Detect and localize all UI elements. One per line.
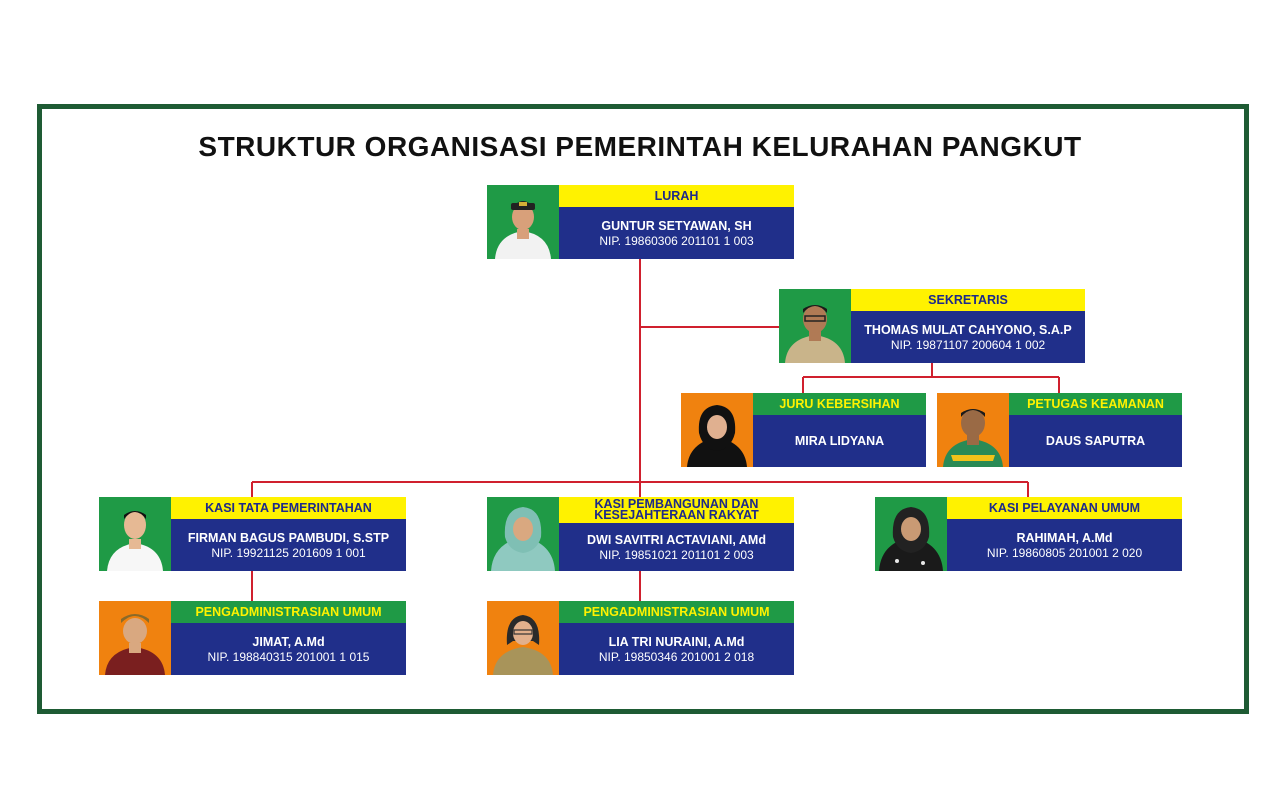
nip-kasi-pembangunan: NIP. 19851021 201101 2 003 [599, 547, 754, 562]
card-petugas-keamanan [937, 393, 1182, 467]
nip-kasi-tata: NIP. 19921125 201609 1 001 [211, 545, 366, 560]
card-sekretaris [779, 289, 1085, 363]
role-admin-2: PENGADMINISTRASIAN UMUM [559, 601, 794, 623]
info-admin-1 [171, 623, 406, 675]
nip-admin-2: NIP. 19850346 201001 2 018 [598, 649, 755, 664]
role-kasi-pelayanan: KASI PELAYANAN UMUM [947, 497, 1182, 519]
name-kasi-pembangunan: DWI SAVITRI ACTAVIANI, AMd [587, 532, 766, 547]
nip-lurah: NIP. 19860306 201101 1 003 [599, 233, 754, 248]
name-kasi-tata: FIRMAN BAGUS PAMBUDI, S.STP [187, 530, 390, 545]
name-lurah: GUNTUR SETYAWAN, SH [601, 218, 752, 233]
info-kasi-tata [171, 519, 406, 571]
info-kasi-pembangunan [559, 523, 794, 571]
role-kasi-pembangunan-text [594, 499, 759, 521]
role-petugas-keamanan: PETUGAS KEAMANAN [1009, 393, 1182, 415]
nip-kasi-pelayanan: NIP. 19860805 201001 2 020 [986, 545, 1143, 560]
info-juru-kebersihan [753, 415, 926, 467]
card-admin-2 [487, 601, 794, 675]
name-sekretaris: THOMAS MULAT CAHYONO, S.A.P [864, 322, 1072, 337]
person-icon [779, 289, 851, 363]
person-icon [99, 601, 171, 675]
card-kasi-tata-pemerintahan [99, 497, 406, 571]
info-lurah [559, 207, 794, 259]
role-sekretaris: SEKRETARIS [851, 289, 1085, 311]
info-admin-2 [559, 623, 794, 675]
photo-kasi-pembangunan [487, 497, 559, 571]
photo-petugas-keamanan [937, 393, 1009, 467]
name-kasi-pelayanan: RAHIMAH, A.Md [1016, 530, 1113, 545]
role-kasi-pembangunan [559, 497, 794, 523]
photo-kasi-pelayanan [875, 497, 947, 571]
photo-juru-kebersihan [681, 393, 753, 467]
name-juru-kebersihan: MIRA LIDYANA [794, 434, 885, 448]
name-admin-2: LIA TRI NURAINI, A.Md [608, 634, 745, 649]
person-icon [487, 601, 559, 675]
role-admin-1: PENGADMINISTRASIAN UMUM [171, 601, 406, 623]
photo-lurah [487, 185, 559, 259]
person-icon [937, 393, 1009, 467]
card-kasi-pelayanan [875, 497, 1182, 571]
card-admin-1 [99, 601, 406, 675]
role-kasi-tata: KASI TATA PEMERINTAHAN [171, 497, 406, 519]
person-icon [681, 393, 753, 467]
card-lurah [487, 185, 794, 259]
name-admin-1: JIMAT, A.Md [252, 634, 325, 649]
info-sekretaris [851, 311, 1085, 363]
role-juru-kebersihan: JURU KEBERSIHAN [753, 393, 926, 415]
info-kasi-pelayanan [947, 519, 1182, 571]
person-icon [487, 185, 559, 259]
photo-kasi-tata [99, 497, 171, 571]
role-line-2: KESEJAHTERAAN RAKYAT [594, 508, 759, 522]
page-title: STRUKTUR ORGANISASI PEMERINTAH KELURAHAN PANGKUT [198, 131, 1082, 162]
person-icon [487, 497, 559, 571]
nip-admin-1: NIP. 198840315 201001 1 015 [207, 649, 370, 664]
person-icon [99, 497, 171, 571]
nip-sekretaris: NIP. 19871107 200604 1 002 [890, 337, 1046, 352]
photo-admin-2 [487, 601, 559, 675]
info-petugas-keamanan [1009, 415, 1182, 467]
role-lurah: LURAH [559, 185, 794, 207]
card-juru-kebersihan [681, 393, 926, 467]
name-petugas-keamanan: DAUS SAPUTRA [1045, 434, 1146, 448]
photo-sekretaris [779, 289, 851, 363]
card-kasi-pembangunan [487, 497, 794, 571]
photo-admin-1 [99, 601, 171, 675]
role-line-1: KASI PEMBANGUNAN DAN [594, 497, 759, 511]
person-icon [875, 497, 947, 571]
